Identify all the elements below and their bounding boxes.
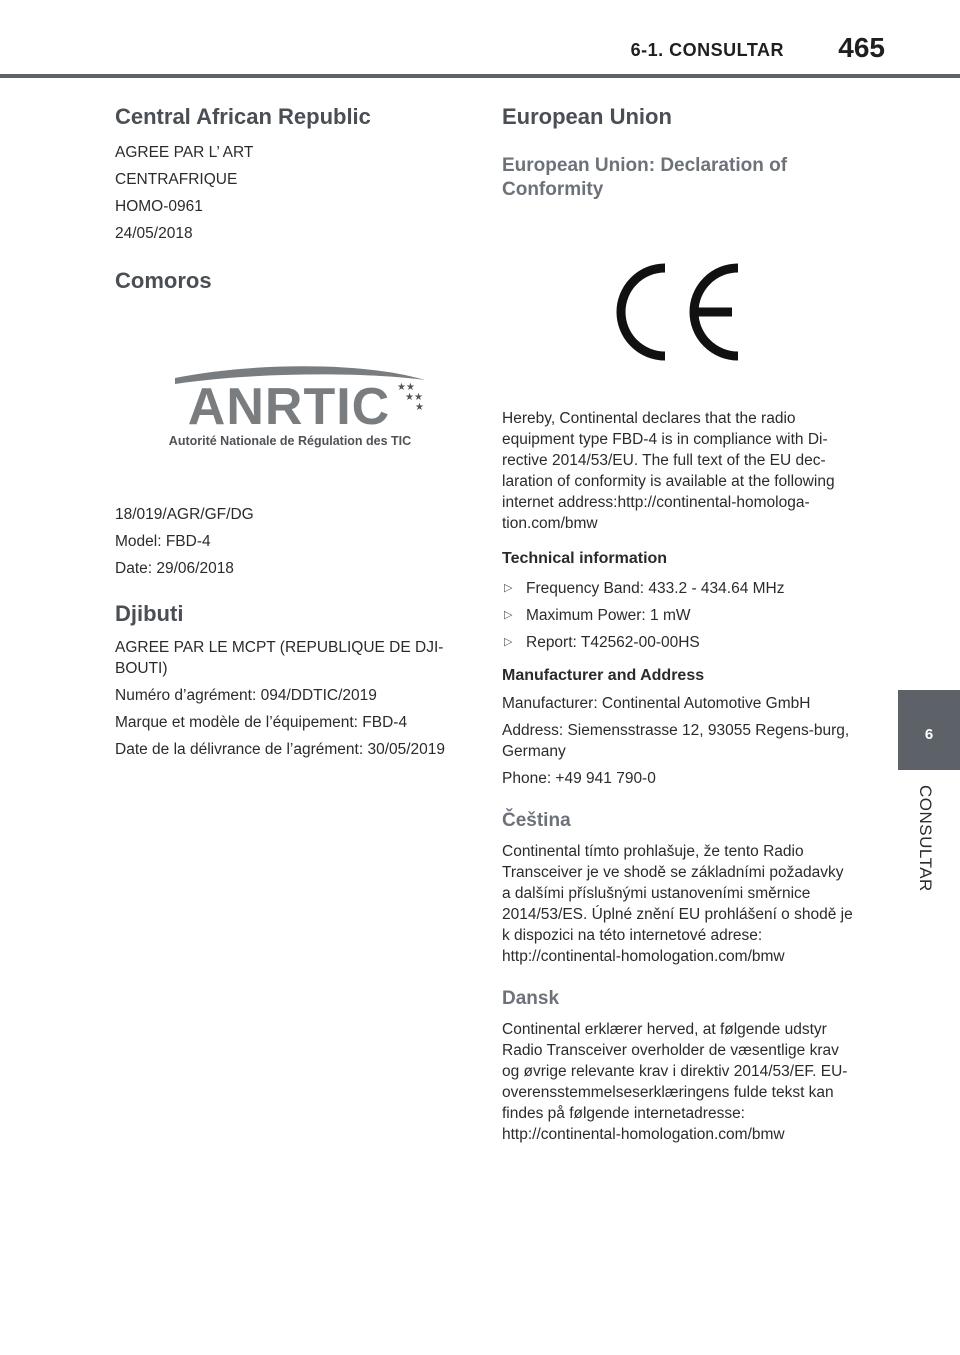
section-heading: Dansk [502, 988, 560, 1009]
text-line: Date de la délivrance de l’agrément: 30/05/2019 [115, 741, 446, 758]
section-subheading: European Union: Declaration of Conformity [502, 155, 788, 200]
section-heading: Central African Republic [115, 104, 371, 129]
ce-mark-graphic [610, 262, 770, 362]
triangle-right-outline-icon: ▷ [504, 609, 513, 621]
section-comoros [115, 268, 465, 579]
text-line: Marque et modèle de l’équipement: FBD-4 [115, 714, 408, 731]
text-line: Date: 29/06/2018 [115, 560, 234, 577]
page-number: 465 [838, 32, 885, 63]
text-line: 18/019/AGR/GF/DG [115, 506, 254, 523]
text-line: 24/05/2018 [115, 225, 193, 242]
ce-mark-icon [610, 262, 770, 362]
section-heading: European Union [502, 104, 672, 129]
list-item-text: Frequency Band: 433.2 - 434.64 MHz [526, 580, 785, 597]
section-european-union [502, 104, 854, 534]
eu-declaration-link[interactable]: http://continental-homologa-tion.com/bmw [502, 494, 810, 532]
header-section-title: 6-1. CONSULTAR [630, 40, 784, 60]
section-central-african-republic [115, 104, 465, 244]
chapter-side-label-text: CONSULTAR [916, 785, 935, 892]
section-cestina [502, 809, 854, 967]
left-column [115, 100, 465, 766]
eu-declaration-body: Hereby, Continental declares that the radio equipment type FBD-4 is in compliance with Di-rective 2014/53/EU. The full text of the EU dec-laration of conformity is available at the following internet address: [502, 410, 835, 511]
text-line: Numéro d’agrément: 094/DDTIC/2019 [115, 687, 377, 704]
text-line: HOMO-0961 [115, 198, 203, 215]
section-dansk [502, 987, 854, 1145]
anrtic-logo-graphic [135, 366, 445, 456]
text-line: AGREE PAR L’ ART [115, 144, 254, 161]
anrtic-logo [135, 366, 445, 456]
eu-declaration-text [502, 408, 854, 534]
logo-subtitle: Autorité Nationale de Régulation des TIC [168, 434, 412, 448]
svg-text:★: ★ [415, 402, 424, 413]
text-line: Phone: +49 941 790-0 [502, 770, 656, 787]
list-item-text: Report: T42562-00-00HS [526, 634, 700, 651]
technical-list [502, 578, 854, 653]
list-item [502, 578, 854, 599]
list-item [502, 605, 854, 626]
svg-text:★★: ★★ [405, 392, 423, 403]
section-manufacturer [502, 667, 854, 789]
right-column [502, 100, 854, 1145]
section-heading: Čeština [502, 810, 571, 831]
section-heading: Comoros [115, 268, 212, 293]
chapter-tab[interactable] [898, 690, 960, 770]
logo-wordmark: ANRTIC [187, 378, 391, 436]
chapter-side-label [915, 785, 941, 905]
language-declaration-text: Continental erklærer herved, at følgende udstyr Radio Transceiver overholder de væsentlige krav og øvrige relevante krav i direktiv 2014/53/EF. EU-overensstemmelseserklæringens fulde tekst kan findes på følgende internetadresse: http://continental-homologation.com/bmw [502, 1021, 848, 1143]
section-heading: Technical information [502, 550, 668, 567]
text-line: Address: Siemensstrasse 12, 93055 Regens-burg, Germany [502, 722, 850, 760]
section-heading: Djibuti [115, 601, 184, 626]
section-technical-information [502, 550, 854, 653]
chapter-tab-number: 6 [924, 726, 934, 743]
triangle-right-outline-icon: ▷ [504, 636, 513, 648]
language-declaration-text: Continental tímto prohlašuje, že tento Radio Transceiver je ve shodě se základními požadavky a dalšími příslušnými ustanoveními směrnice 2014/53/ES. Úplné znění EU prohlášení o shodě je k dispozici na této internetové adrese: http://continental-homologation.com/bmw [502, 843, 853, 965]
text-line: AGREE PAR LE MCPT (REPUBLIQUE DE DJI-BOUTI) [115, 639, 444, 677]
list-item-text: Maximum Power: 1 mW [526, 607, 691, 624]
text-line: CENTRAFRIQUE [115, 171, 238, 188]
header-divider [0, 74, 960, 78]
list-item [502, 632, 854, 653]
svg-text:★★: ★★ [397, 382, 415, 393]
text-line: Manufacturer: Continental Automotive GmbH [502, 695, 811, 712]
text-line: Model: FBD-4 [115, 533, 211, 550]
section-djibouti [115, 601, 465, 760]
page-header [0, 0, 960, 80]
section-heading: Manufacturer and Address [502, 667, 705, 684]
triangle-right-outline-icon: ▷ [504, 582, 513, 594]
